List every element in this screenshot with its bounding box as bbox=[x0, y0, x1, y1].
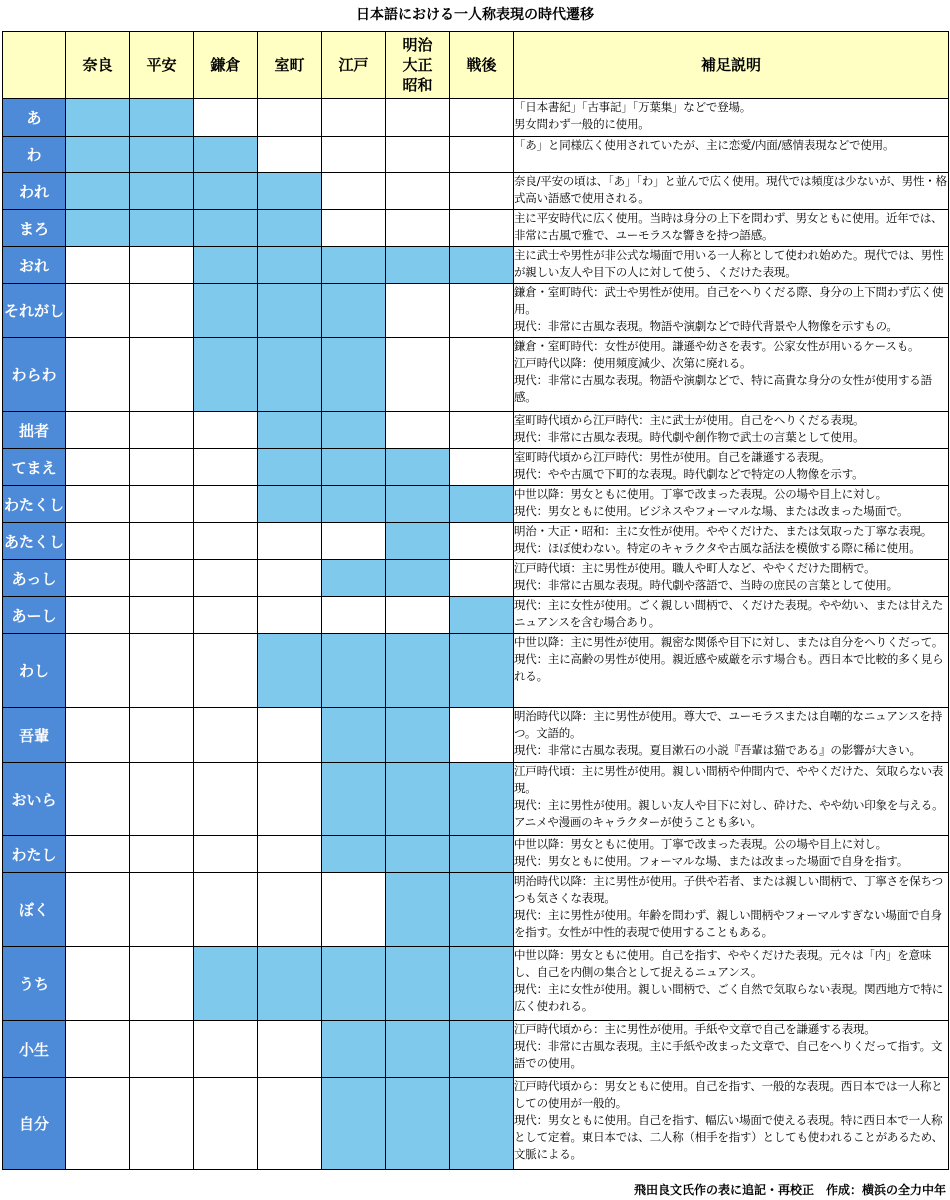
table-row bbox=[3, 634, 949, 708]
footer-credit: 飛田良文氏作の表に追記・再校正 作成：横浜の全力中年 bbox=[633, 1183, 946, 1197]
era-cell-postwar bbox=[450, 486, 514, 523]
table-row bbox=[3, 284, 949, 338]
era-cell-postwar bbox=[450, 597, 514, 634]
era-cell-edo bbox=[322, 247, 386, 284]
era-cell-heian bbox=[130, 173, 194, 210]
era-cell-nara bbox=[66, 634, 130, 708]
era-cell-edo bbox=[322, 412, 386, 449]
era-cell-meiji-taisho-showa bbox=[386, 99, 450, 137]
era-cell-heian bbox=[130, 763, 194, 836]
era-header-meiji-taisho-showa: 明治 大正 昭和 bbox=[386, 32, 450, 99]
pronoun-cell: 吾輩 bbox=[3, 708, 66, 763]
pronoun-cell: わらわ bbox=[3, 338, 66, 412]
era-cell-meiji-taisho-showa bbox=[386, 284, 450, 338]
era-cell-kamakura bbox=[194, 634, 258, 708]
era-cell-meiji-taisho-showa bbox=[386, 947, 450, 1021]
pronoun-cell: われ bbox=[3, 173, 66, 210]
era-cell-muromachi bbox=[258, 137, 322, 173]
era-cell-heian bbox=[130, 449, 194, 486]
table-row bbox=[3, 763, 949, 836]
era-cell-nara bbox=[66, 1078, 130, 1170]
era-cell-edo bbox=[322, 873, 386, 947]
table-row bbox=[3, 99, 949, 137]
era-cell-meiji-taisho-showa bbox=[386, 210, 450, 247]
note-cell: 中世以降：男女ともに使用。丁寧で改まった表現。公の場や目上に対し。 現代：男女ともに使用。ビジネスやフォーマルな場、または改まった場面で。 bbox=[514, 486, 949, 523]
era-cell-edo bbox=[322, 560, 386, 597]
era-cell-muromachi bbox=[258, 99, 322, 137]
table-row bbox=[3, 947, 949, 1021]
era-cell-heian bbox=[130, 486, 194, 523]
era-cell-postwar bbox=[450, 173, 514, 210]
era-cell-nara bbox=[66, 1021, 130, 1078]
era-cell-edo bbox=[322, 284, 386, 338]
note-cell: 主に武士や男性が非公式な場面で用いる一人称として使われ始めた。現代では、男性が親しい友人や目下の人に対して使う、くだけた表現。 bbox=[514, 247, 949, 284]
era-cell-heian bbox=[130, 1021, 194, 1078]
table-row bbox=[3, 708, 949, 763]
pronoun-cell: 拙者 bbox=[3, 412, 66, 449]
era-cell-muromachi bbox=[258, 338, 322, 412]
era-cell-kamakura bbox=[194, 449, 258, 486]
era-cell-kamakura bbox=[194, 560, 258, 597]
era-cell-edo bbox=[322, 523, 386, 560]
pronoun-cell: おれ bbox=[3, 247, 66, 284]
pronoun-cell: うち bbox=[3, 947, 66, 1021]
pronoun-cell: 自分 bbox=[3, 1078, 66, 1170]
era-cell-edo bbox=[322, 210, 386, 247]
era-cell-postwar bbox=[450, 947, 514, 1021]
era-cell-edo bbox=[322, 597, 386, 634]
header-row bbox=[3, 32, 949, 99]
era-cell-edo bbox=[322, 486, 386, 523]
note-cell: 江戸時代頃から：男女ともに使用。自己を指す、一般的な表現。西日本では一人称としての使用が一般的。 現代：男女ともに使用。自己を指す、幅広い場面で使える表現。特に西日本で一人称として定着。東日本では、二人称（相手を指す）としても使われることがあるため、文脈による。 bbox=[514, 1078, 949, 1170]
era-cell-edo bbox=[322, 1021, 386, 1078]
pronoun-cell: わたくし bbox=[3, 486, 66, 523]
era-cell-kamakura bbox=[194, 873, 258, 947]
era-cell-nara bbox=[66, 284, 130, 338]
era-header-kamakura: 鎌倉 bbox=[194, 32, 258, 99]
era-cell-nara bbox=[66, 247, 130, 284]
note-cell: 鎌倉・室町時代：武士や男性が使用。自己をへりくだる際、身分の上下問わず広く使用。 現代：非常に古風な表現。物語や演劇などで時代背景や人物像を示すもの。 bbox=[514, 284, 949, 338]
table-row bbox=[3, 1021, 949, 1078]
era-cell-heian bbox=[130, 99, 194, 137]
era-cell-muromachi bbox=[258, 597, 322, 634]
note-cell: 鎌倉・室町時代：女性が使用。謙遜や幼さを表す。公家女性が用いるケースも。 江戸時代以降：使用頻度減少、次第に廃れる。 現代：非常に古風な表現。物語や演劇などで、特に高貴な身分の女性が使用する語感。 bbox=[514, 338, 949, 412]
era-cell-postwar bbox=[450, 99, 514, 137]
era-header-heian: 平安 bbox=[130, 32, 194, 99]
note-cell: 主に平安時代に広く使用。当時は身分の上下を問わず、男女ともに使用。近年では、非常に古風で雅で、ユーモラスな響きを持つ語感。 bbox=[514, 210, 949, 247]
era-cell-postwar bbox=[450, 247, 514, 284]
era-header-edo: 江戸 bbox=[322, 32, 386, 99]
era-cell-postwar bbox=[450, 836, 514, 873]
era-cell-meiji-taisho-showa bbox=[386, 486, 450, 523]
era-cell-postwar bbox=[450, 763, 514, 836]
era-cell-meiji-taisho-showa bbox=[386, 763, 450, 836]
era-cell-meiji-taisho-showa bbox=[386, 1021, 450, 1078]
pronoun-cell: おいら bbox=[3, 763, 66, 836]
era-cell-heian bbox=[130, 523, 194, 560]
corner-cell bbox=[3, 32, 66, 99]
pronoun-cell: あ bbox=[3, 99, 66, 137]
era-cell-heian bbox=[130, 634, 194, 708]
era-cell-edo bbox=[322, 1078, 386, 1170]
era-cell-meiji-taisho-showa bbox=[386, 523, 450, 560]
note-cell: 現代：主に女性が使用。ごく親しい間柄で、くだけた表現。やや幼い、または甘えたニュアンスを含む場合あり。 bbox=[514, 597, 949, 634]
era-cell-nara bbox=[66, 210, 130, 247]
era-cell-postwar bbox=[450, 1078, 514, 1170]
pronoun-cell: あーし bbox=[3, 597, 66, 634]
era-cell-postwar bbox=[450, 873, 514, 947]
era-cell-kamakura bbox=[194, 523, 258, 560]
era-cell-heian bbox=[130, 412, 194, 449]
era-cell-muromachi bbox=[258, 947, 322, 1021]
era-cell-postwar bbox=[450, 523, 514, 560]
era-cell-heian bbox=[130, 247, 194, 284]
era-cell-postwar bbox=[450, 284, 514, 338]
note-cell: 明治時代以降：主に男性が使用。子供や若者、または親しい間柄で、丁寧さを保ちつつも気さくな表現。 現代：主に男性が使用。年齢を問わず、親しい間柄やフォーマルすぎない場面で自身を指す。女性が中性的表現で使用することもある。 bbox=[514, 873, 949, 947]
era-cell-meiji-taisho-showa bbox=[386, 560, 450, 597]
note-cell: 中世以降：男女ともに使用。丁寧で改まった表現。公の場や目上に対し。 現代：男女ともに使用。フォーマルな場、または改まった場面で自身を指す。 bbox=[514, 836, 949, 873]
era-cell-heian bbox=[130, 873, 194, 947]
pronoun-cell: まろ bbox=[3, 210, 66, 247]
era-cell-muromachi bbox=[258, 210, 322, 247]
era-cell-heian bbox=[130, 947, 194, 1021]
note-cell: 奈良/平安の頃は、「あ」「わ」と並んで広く使用。現代では頻度は少ないが、男性・格式高い語感で使用される。 bbox=[514, 173, 949, 210]
note-cell: 「日本書紀」「古事記」「万葉集」などで登場。 男女問わず一般的に使用。 bbox=[514, 99, 949, 137]
table-body bbox=[3, 99, 949, 1170]
era-cell-heian bbox=[130, 597, 194, 634]
table-row bbox=[3, 412, 949, 449]
era-cell-muromachi bbox=[258, 560, 322, 597]
table-row bbox=[3, 836, 949, 873]
era-cell-meiji-taisho-showa bbox=[386, 836, 450, 873]
era-cell-kamakura bbox=[194, 597, 258, 634]
era-cell-postwar bbox=[450, 634, 514, 708]
page-title: 日本語における一人称表現の時代遷移 bbox=[356, 7, 594, 23]
era-cell-heian bbox=[130, 338, 194, 412]
era-cell-postwar bbox=[450, 560, 514, 597]
era-header-postwar: 戦後 bbox=[450, 32, 514, 99]
era-cell-postwar bbox=[450, 412, 514, 449]
era-cell-kamakura bbox=[194, 137, 258, 173]
note-cell: 江戸時代頃から：主に男性が使用。手紙や文章で自己を謙遜する表現。 現代：非常に古風な表現。主に手紙や改まった文章で、自己をへりくだって指す。文語での使用。 bbox=[514, 1021, 949, 1078]
era-cell-nara bbox=[66, 99, 130, 137]
era-cell-postwar bbox=[450, 708, 514, 763]
era-cell-edo bbox=[322, 173, 386, 210]
table-row bbox=[3, 137, 949, 173]
note-cell: 明治時代以降：主に男性が使用。尊大で、ユーモラスまたは自嘲的なニュアンスを持つ。文語的。 現代：非常に古風な表現。夏目漱石の小説『吾輩は猫である』の影響が大きい。 bbox=[514, 708, 949, 763]
note-cell: 「あ」と同様広く使用されていたが、主に恋愛/内面/感情表現などで使用。 bbox=[514, 137, 949, 173]
table-row bbox=[3, 597, 949, 634]
pronoun-cell: それがし bbox=[3, 284, 66, 338]
era-cell-heian bbox=[130, 284, 194, 338]
era-cell-meiji-taisho-showa bbox=[386, 137, 450, 173]
era-cell-meiji-taisho-showa bbox=[386, 634, 450, 708]
era-cell-meiji-taisho-showa bbox=[386, 873, 450, 947]
era-cell-kamakura bbox=[194, 836, 258, 873]
pronoun-cell: 小生 bbox=[3, 1021, 66, 1078]
era-cell-muromachi bbox=[258, 284, 322, 338]
era-cell-kamakura bbox=[194, 763, 258, 836]
table-row bbox=[3, 560, 949, 597]
era-cell-nara bbox=[66, 338, 130, 412]
era-cell-nara bbox=[66, 597, 130, 634]
era-cell-edo bbox=[322, 708, 386, 763]
era-cell-kamakura bbox=[194, 247, 258, 284]
note-cell: 中世以降：男女ともに使用。自己を指す、ややくだけた表現。元々は「内」を意味し、自己を内側の集合として捉えるニュアンス。 現代：主に女性が使用。親しい間柄で、ごく自然で気取らない表現。関西地方で特に広く使われる。 bbox=[514, 947, 949, 1021]
era-cell-heian bbox=[130, 560, 194, 597]
era-cell-postwar bbox=[450, 137, 514, 173]
era-cell-kamakura bbox=[194, 1021, 258, 1078]
era-cell-kamakura bbox=[194, 412, 258, 449]
era-header-muromachi: 室町 bbox=[258, 32, 322, 99]
era-cell-edo bbox=[322, 338, 386, 412]
era-cell-meiji-taisho-showa bbox=[386, 597, 450, 634]
note-cell: 明治・大正・昭和：主に女性が使用。ややくだけた、または気取った丁寧な表現。 現代：ほぼ使わない。特定のキャラクタや古風な話法を模倣する際に稀に使用。 bbox=[514, 523, 949, 560]
table-row bbox=[3, 1078, 949, 1170]
table-row bbox=[3, 486, 949, 523]
era-cell-postwar bbox=[450, 210, 514, 247]
era-cell-nara bbox=[66, 560, 130, 597]
era-cell-heian bbox=[130, 1078, 194, 1170]
era-cell-muromachi bbox=[258, 634, 322, 708]
era-cell-nara bbox=[66, 873, 130, 947]
era-cell-meiji-taisho-showa bbox=[386, 338, 450, 412]
era-header-nara: 奈良 bbox=[66, 32, 130, 99]
era-cell-muromachi bbox=[258, 708, 322, 763]
era-cell-muromachi bbox=[258, 873, 322, 947]
era-cell-meiji-taisho-showa bbox=[386, 412, 450, 449]
era-cell-kamakura bbox=[194, 338, 258, 412]
era-cell-muromachi bbox=[258, 412, 322, 449]
era-cell-edo bbox=[322, 449, 386, 486]
first-person-pronoun-table bbox=[2, 31, 949, 1170]
era-cell-nara bbox=[66, 947, 130, 1021]
era-cell-edo bbox=[322, 137, 386, 173]
era-cell-postwar bbox=[450, 449, 514, 486]
era-cell-heian bbox=[130, 210, 194, 247]
pronoun-cell: ぼく bbox=[3, 873, 66, 947]
era-cell-muromachi bbox=[258, 1078, 322, 1170]
era-cell-nara bbox=[66, 412, 130, 449]
era-cell-nara bbox=[66, 449, 130, 486]
era-cell-nara bbox=[66, 763, 130, 836]
pronoun-cell: わ bbox=[3, 137, 66, 173]
era-cell-meiji-taisho-showa bbox=[386, 247, 450, 284]
pronoun-cell: わし bbox=[3, 634, 66, 708]
era-cell-kamakura bbox=[194, 210, 258, 247]
era-cell-muromachi bbox=[258, 449, 322, 486]
era-cell-nara bbox=[66, 836, 130, 873]
era-cell-edo bbox=[322, 634, 386, 708]
era-cell-muromachi bbox=[258, 836, 322, 873]
note-cell: 室町時代頃から江戸時代：男性が使用。自己を謙遜する表現。 現代：やや古風で下町的な表現。時代劇などで特定の人物像を示す。 bbox=[514, 449, 949, 486]
era-cell-muromachi bbox=[258, 523, 322, 560]
era-cell-kamakura bbox=[194, 284, 258, 338]
era-cell-kamakura bbox=[194, 947, 258, 1021]
era-cell-muromachi bbox=[258, 1021, 322, 1078]
era-cell-kamakura bbox=[194, 99, 258, 137]
era-cell-meiji-taisho-showa bbox=[386, 708, 450, 763]
note-cell: 江戸時代頃：主に男性が使用。親しい間柄や仲間内で、ややくだけた、気取らない表現。 現代：主に男性が使用。親しい友人や目下に対し、砕けた、やや幼い印象を与える。アニメや漫画のキャラクターが使うことも多い。 bbox=[514, 763, 949, 836]
era-cell-nara bbox=[66, 486, 130, 523]
era-cell-nara bbox=[66, 137, 130, 173]
pronoun-cell: わたし bbox=[3, 836, 66, 873]
era-cell-meiji-taisho-showa bbox=[386, 173, 450, 210]
table-row bbox=[3, 173, 949, 210]
era-cell-kamakura bbox=[194, 708, 258, 763]
era-cell-muromachi bbox=[258, 763, 322, 836]
note-cell: 中世以降：主に男性が使用。親密な関係や目下に対し、または自分をへりくだって。 現代：主に高齢の男性が使用。親近感や威厳を示す場合も。西日本で比較的多く見られる。 bbox=[514, 634, 949, 708]
era-cell-kamakura bbox=[194, 486, 258, 523]
era-cell-muromachi bbox=[258, 247, 322, 284]
era-cell-muromachi bbox=[258, 173, 322, 210]
table-row bbox=[3, 247, 949, 284]
note-cell: 江戸時代頃：主に男性が使用。職人や町人など、ややくだけた間柄で。 現代：非常に古風な表現。時代劇や落語で、当時の庶民の言葉として使用。 bbox=[514, 560, 949, 597]
era-cell-meiji-taisho-showa bbox=[386, 1078, 450, 1170]
era-cell-kamakura bbox=[194, 173, 258, 210]
table-row bbox=[3, 210, 949, 247]
notes-header: 補足説明 bbox=[514, 32, 949, 99]
pronoun-cell: あたくし bbox=[3, 523, 66, 560]
era-cell-kamakura bbox=[194, 1078, 258, 1170]
era-cell-heian bbox=[130, 137, 194, 173]
era-cell-postwar bbox=[450, 338, 514, 412]
era-cell-nara bbox=[66, 523, 130, 560]
era-cell-heian bbox=[130, 836, 194, 873]
table-row bbox=[3, 523, 949, 560]
table-row bbox=[3, 449, 949, 486]
era-cell-edo bbox=[322, 836, 386, 873]
era-cell-edo bbox=[322, 947, 386, 1021]
era-cell-nara bbox=[66, 173, 130, 210]
pronoun-cell: てまえ bbox=[3, 449, 66, 486]
note-cell: 室町時代頃から江戸時代：主に武士が使用。自己をへりくだる表現。 現代：非常に古風な表現。時代劇や創作物で武士の言葉として使用。 bbox=[514, 412, 949, 449]
table-row bbox=[3, 873, 949, 947]
era-cell-muromachi bbox=[258, 486, 322, 523]
era-cell-meiji-taisho-showa bbox=[386, 449, 450, 486]
era-cell-nara bbox=[66, 708, 130, 763]
table-row bbox=[3, 338, 949, 412]
era-cell-postwar bbox=[450, 1021, 514, 1078]
pronoun-cell: あっし bbox=[3, 560, 66, 597]
era-cell-heian bbox=[130, 708, 194, 763]
era-cell-edo bbox=[322, 99, 386, 137]
era-cell-edo bbox=[322, 763, 386, 836]
